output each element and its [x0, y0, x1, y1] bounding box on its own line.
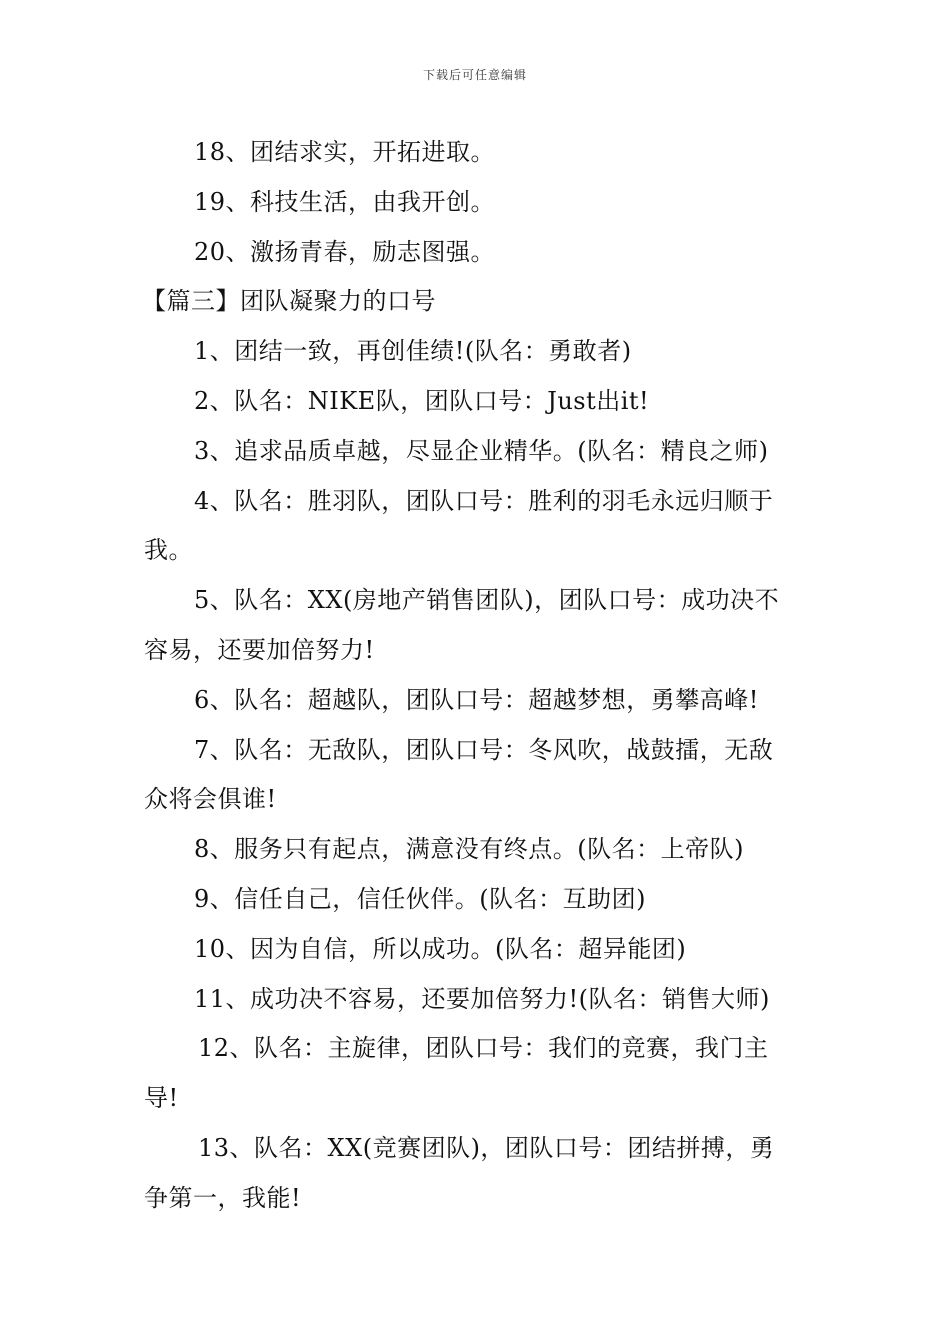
- slogan-line-4-continued: 我。: [144, 536, 193, 565]
- slogan-line-7-continued: 众将会俱谁!: [144, 785, 277, 814]
- slogan-line-2: 2、队名：NIKE队，团队口号：Just出it!: [194, 386, 650, 415]
- slogan-line-12: 12、队名：主旋律，团队口号：我们的竞赛，我门主: [198, 1034, 769, 1063]
- slogan-line-20: 20、激扬青春，励志图强。: [194, 237, 496, 266]
- slogan-line-3: 3、追求品质卓越，尽显企业精华。(队名：精良之师): [194, 436, 769, 465]
- slogan-line-5-continued: 容易，还要加倍努力!: [144, 635, 375, 664]
- slogan-line-6: 6、队名：超越队，团队口号：超越梦想，勇攀高峰!: [194, 685, 759, 714]
- slogan-line-4: 4、队名：胜羽队，团队口号：胜利的羽毛永远归顺于: [194, 486, 774, 515]
- slogan-line-13-continued: 争第一，我能!: [144, 1183, 302, 1212]
- page-header: 下载后可任意编辑: [422, 68, 527, 82]
- slogan-line-11: 11、成功决不容易，还要加倍努力!(队名：销售大师): [194, 984, 770, 1013]
- slogan-line-13: 13、队名：XX(竞赛团队)，团队口号：团结拼搏，勇: [198, 1133, 775, 1162]
- slogan-line-12-continued: 导!: [144, 1084, 179, 1113]
- slogan-line-7: 7、队名：无敌队，团队口号：冬风吹，战鼓擂，无敌: [194, 735, 774, 764]
- slogan-line-19: 19、科技生活，由我开创。: [194, 187, 496, 216]
- slogan-line-10: 10、因为自信，所以成功。(队名：超异能团): [194, 934, 687, 963]
- section-heading: 【篇三】团队凝聚力的口号: [142, 287, 436, 316]
- slogan-line-1: 1、团结一致，再创佳绩!(队名：勇敢者): [194, 337, 632, 366]
- slogan-line-18: 18、团结求实，开拓进取。: [194, 138, 496, 166]
- slogan-line-8: 8、服务只有起点，满意没有终点。(队名：上帝队): [194, 835, 744, 864]
- slogan-line-5: 5、队名：XX(房地产销售团队)，团队口号：成功决不: [194, 586, 780, 615]
- slogan-line-9: 9、信任自己，信任伙伴。(队名：互助团): [194, 884, 646, 913]
- document-body: [144, 128, 808, 1224]
